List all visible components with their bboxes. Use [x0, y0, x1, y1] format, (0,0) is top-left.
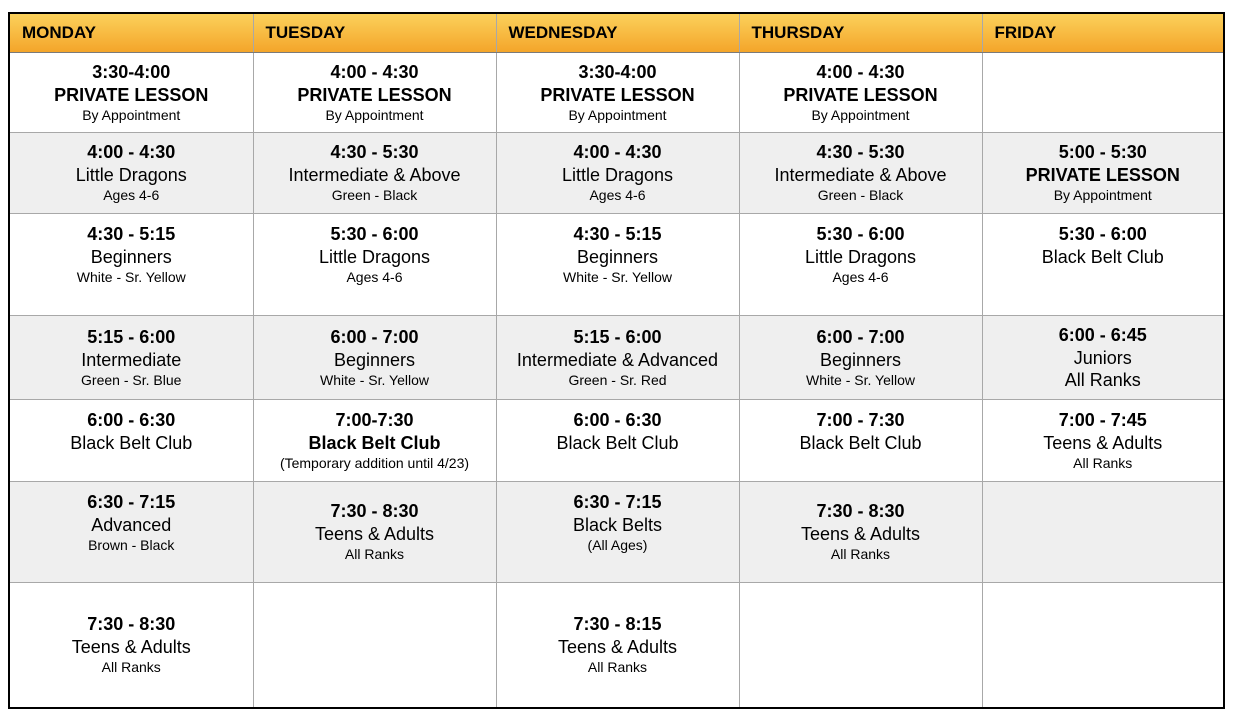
class-name: Little Dragons: [75, 165, 187, 186]
class-detail: Ages 4-6: [832, 268, 889, 285]
class-cell-monday: [10, 315, 253, 399]
class-time: 4:00 - 4:30: [573, 142, 662, 163]
class-cell-wednesday: [496, 481, 739, 582]
class-detail: By Appointment: [325, 107, 424, 124]
class-time: 6:30 - 7:15: [573, 491, 662, 512]
class-cell-wednesday: [496, 582, 739, 707]
class-cell-monday: [10, 400, 253, 481]
class-time: 4:30 - 5:15: [573, 223, 662, 244]
class-detail: Ages 4-6: [103, 187, 160, 204]
class-detail: Brown - Black: [88, 536, 175, 553]
class-detail: By Appointment: [82, 107, 181, 124]
schedule-row: [10, 582, 1223, 707]
class-time: 3:30-4:00: [92, 62, 171, 83]
class-time: 5:30 - 6:00: [330, 223, 419, 244]
day-header-wednesday: WEDNESDAY: [496, 14, 739, 53]
class-name: Black Belt Club: [1041, 246, 1164, 267]
schedule-row: [10, 315, 1223, 399]
class-detail: All Ranks: [1073, 455, 1133, 472]
class-name: Juniors: [1073, 348, 1132, 369]
class-time: 6:00 - 7:00: [816, 327, 905, 348]
class-time: 7:00 - 7:30: [816, 410, 905, 431]
class-name: Beginners: [90, 246, 172, 267]
class-detail: Ages 4-6: [589, 187, 646, 204]
class-name: Teens & Adults: [1043, 433, 1163, 454]
class-cell-monday: [10, 481, 253, 582]
class-name: Black Belt Club: [308, 433, 441, 454]
day-header-row: [10, 14, 1223, 53]
class-detail: All Ranks: [830, 546, 891, 563]
class-time: 6:00 - 6:45: [1058, 325, 1147, 346]
class-cell-friday: [982, 315, 1223, 399]
class-time: 4:00 - 4:30: [816, 62, 905, 83]
class-time: 3:30-4:00: [578, 62, 657, 83]
class-cell-wednesday: [496, 213, 739, 315]
day-header-thursday: THURSDAY: [739, 14, 982, 53]
class-detail: (All Ages): [587, 536, 648, 553]
class-name: PRIVATE LESSON: [297, 85, 452, 106]
class-time: 4:30 - 5:15: [87, 223, 176, 244]
class-detail: Green - Black: [331, 187, 418, 204]
class-cell-tuesday: [253, 315, 496, 399]
class-name: Intermediate & Above: [288, 165, 461, 186]
class-cell-thursday: [739, 213, 982, 315]
class-name: PRIVATE LESSON: [540, 85, 695, 106]
class-time: 5:15 - 6:00: [87, 327, 176, 348]
class-cell-tuesday: [253, 481, 496, 582]
class-time: 7:30 - 8:30: [816, 501, 905, 522]
class-detail: All Ranks: [587, 659, 648, 676]
class-time: 6:00 - 7:00: [330, 327, 419, 348]
class-name: Teens & Adults: [71, 637, 191, 658]
class-cell-monday: [10, 133, 253, 213]
class-detail: White - Sr. Yellow: [320, 372, 429, 389]
class-cell-friday: [982, 400, 1223, 481]
class-cell-wednesday: [496, 133, 739, 213]
class-name-line2: All Ranks: [1064, 370, 1141, 391]
class-name: PRIVATE LESSON: [783, 85, 938, 106]
schedule-row: [10, 400, 1223, 481]
class-name: Little Dragons: [804, 246, 917, 267]
class-name: Teens & Adults: [557, 637, 678, 658]
schedule-table: [10, 14, 1223, 707]
class-time: 7:30 - 8:15: [573, 614, 662, 635]
class-name: PRIVATE LESSON: [54, 85, 209, 106]
class-cell-monday: [10, 213, 253, 315]
class-cell-tuesday: [253, 53, 496, 133]
class-schedule: [8, 12, 1225, 709]
class-time: 5:30 - 6:00: [816, 223, 905, 244]
class-detail: By Appointment: [568, 107, 667, 124]
class-time: 6:00 - 6:30: [87, 410, 176, 431]
class-detail: (Temporary addition until 4/23): [279, 455, 470, 472]
day-header-tuesday: TUESDAY: [253, 14, 496, 53]
class-time: 4:30 - 5:30: [330, 142, 419, 163]
class-name: PRIVATE LESSON: [1025, 165, 1180, 186]
class-time: 5:00 - 5:30: [1058, 142, 1147, 163]
schedule-row: [10, 213, 1223, 315]
class-time: 7:00-7:30: [335, 410, 414, 431]
class-name: Teens & Adults: [800, 524, 921, 545]
day-header-monday: MONDAY: [10, 14, 253, 53]
class-name: Little Dragons: [561, 165, 674, 186]
class-time: 7:30 - 8:30: [87, 614, 176, 635]
class-cell-tuesday: [253, 133, 496, 213]
class-cell-thursday: [739, 400, 982, 481]
class-cell-tuesday: [253, 213, 496, 315]
class-cell-wednesday: [496, 315, 739, 399]
schedule-row: [10, 133, 1223, 213]
class-detail: White - Sr. Yellow: [76, 268, 186, 285]
class-detail: All Ranks: [101, 659, 161, 676]
class-detail: Green - Black: [817, 187, 904, 204]
class-detail: White - Sr. Yellow: [563, 268, 672, 285]
class-detail: Green - Sr. Red: [568, 372, 667, 389]
class-name: Intermediate: [81, 350, 182, 371]
class-cell-monday: [10, 582, 253, 707]
class-cell-wednesday: [496, 53, 739, 133]
class-name: Black Belt Club: [556, 433, 679, 454]
class-cell-tuesday: [253, 582, 496, 707]
class-name: Little Dragons: [318, 246, 431, 267]
class-name: Black Belt Club: [70, 433, 193, 454]
class-detail: By Appointment: [811, 107, 910, 124]
class-cell-wednesday: [496, 400, 739, 481]
class-name: Beginners: [819, 350, 902, 371]
day-header-friday: FRIDAY: [982, 14, 1223, 53]
class-cell-monday: [10, 53, 253, 133]
class-time: 7:30 - 8:30: [330, 501, 419, 522]
class-name: Teens & Adults: [314, 524, 435, 545]
class-cell-thursday: [739, 582, 982, 707]
schedule-row: [10, 481, 1223, 582]
class-detail: By Appointment: [1053, 187, 1152, 204]
class-name: Black Belts: [572, 514, 663, 535]
class-cell-friday: [982, 481, 1223, 582]
class-time: 4:30 - 5:30: [816, 142, 905, 163]
class-cell-friday: [982, 213, 1223, 315]
class-time: 5:15 - 6:00: [573, 327, 662, 348]
class-name: Intermediate & Advanced: [516, 350, 719, 371]
class-cell-friday: [982, 53, 1223, 133]
class-cell-friday: [982, 133, 1223, 213]
class-name: Intermediate & Above: [774, 165, 947, 186]
class-time: 6:00 - 6:30: [573, 410, 662, 431]
class-detail: Green - Sr. Blue: [81, 372, 182, 389]
class-cell-thursday: [739, 315, 982, 399]
schedule-row: [10, 53, 1223, 133]
class-time: 4:00 - 4:30: [87, 142, 176, 163]
class-cell-thursday: [739, 53, 982, 133]
class-cell-tuesday: [253, 400, 496, 481]
class-detail: Ages 4-6: [346, 268, 403, 285]
class-name: Advanced: [91, 514, 172, 535]
class-name: Beginners: [333, 350, 416, 371]
class-time: 7:00 - 7:45: [1058, 410, 1147, 431]
class-detail: All Ranks: [344, 546, 405, 563]
class-name: Black Belt Club: [799, 433, 922, 454]
class-time: 4:00 - 4:30: [330, 62, 419, 83]
class-time: 5:30 - 6:00: [1058, 223, 1147, 244]
class-time: 6:30 - 7:15: [87, 491, 176, 512]
class-cell-friday: [982, 582, 1223, 707]
class-cell-thursday: [739, 133, 982, 213]
class-detail: White - Sr. Yellow: [806, 372, 915, 389]
class-cell-thursday: [739, 481, 982, 582]
class-name: Beginners: [576, 246, 659, 267]
